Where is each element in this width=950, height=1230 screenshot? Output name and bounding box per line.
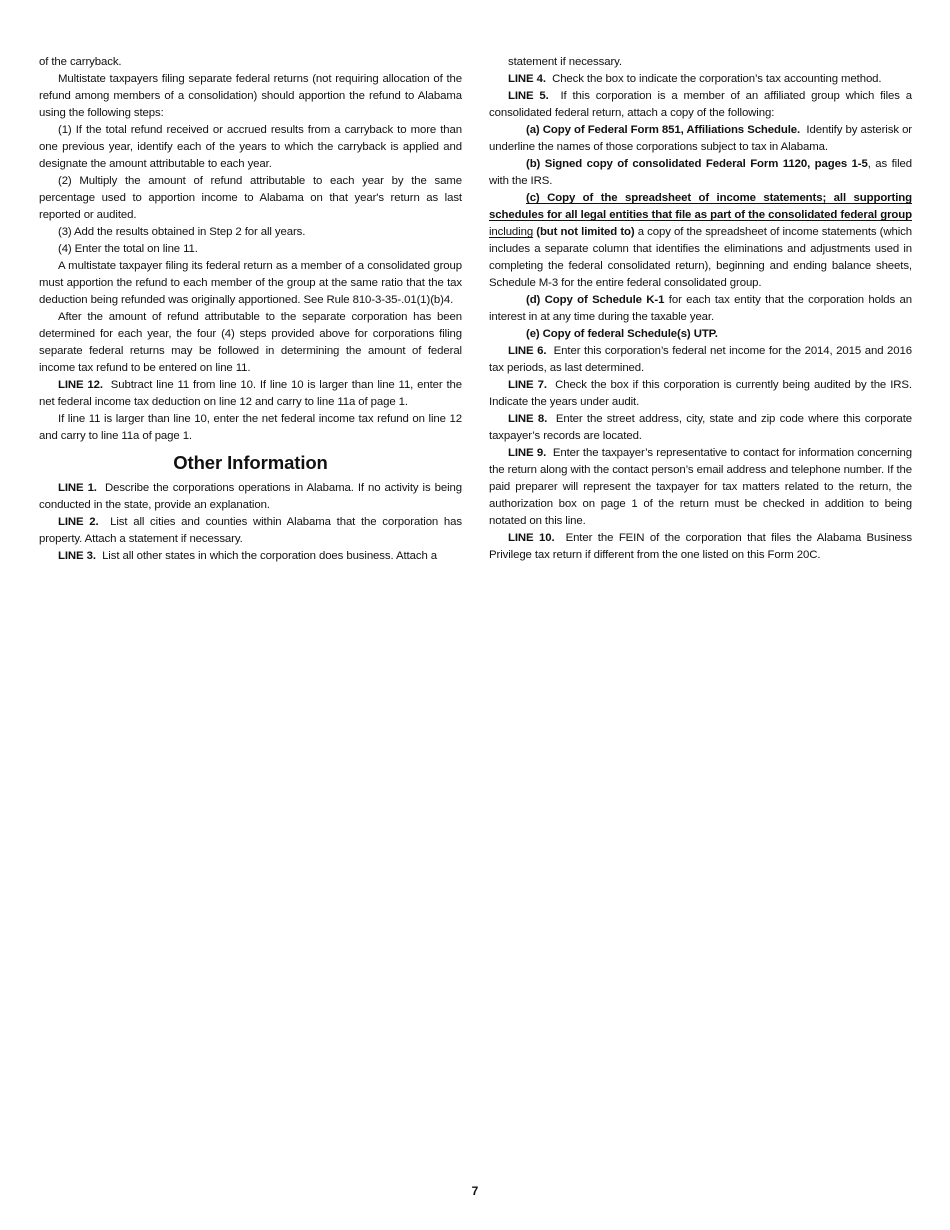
- paragraph: After the amount of refund attributable to the separate corporation has been determined for each year, the four (4) steps provided above for corporations filing separate federal returns may be followed in determining the amount of federal income tax refund to be entered on line 11.: [39, 311, 462, 374]
- line-label: LINE 12.: [58, 379, 103, 391]
- line-text: Describe the corporations operations in Alabama. If no activity is being conducted in the state, provide an explanation.: [39, 482, 462, 511]
- item-text: , as filed with the IRS.: [489, 158, 912, 187]
- paragraph: of the carryback.: [39, 56, 122, 68]
- line-text: Enter the taxpayer’s representative to contact for information concerning the return along with the contact person’s email address and telephone number. If the paid preparer will represent the taxpayer for tax matters related to the return, the authorization box on page 1 of the return must be checked in addition to being notated on this line.: [489, 447, 912, 527]
- item-c-paragraph: [489, 190, 912, 292]
- paragraph: (4) Enter the total on line 11.: [58, 243, 198, 255]
- line-9-paragraph: [489, 445, 912, 530]
- paragraph: (2) Multiply the amount of refund attributable to each year by the same percentage used to apportion income to Alabama on that year's return as last reported or audited.: [39, 175, 462, 221]
- item-d-title: (d) Copy of Schedule K-1: [526, 294, 665, 306]
- page-number: 7: [471, 1184, 479, 1198]
- right-column: [489, 54, 912, 564]
- line-label: LINE 9.: [508, 447, 547, 459]
- line-text: If this corporation is a member of an affiliated group which files a consolidated federal return, attach a copy of the following:: [489, 90, 912, 119]
- line-label: LINE 1.: [58, 482, 97, 494]
- section-heading: Other Information: [173, 452, 328, 473]
- item-e-paragraph: [489, 326, 912, 343]
- item-text: a copy of the spreadsheet of income statements (which includes a separate column that identifies the eliminations and adjustments used in completing the federal consolidated return), beginning and ending balance sheets, Schedule M-3 for the entire federal consolidated group.: [489, 226, 912, 289]
- line-3-paragraph: [39, 548, 462, 565]
- line-label: LINE 4.: [508, 73, 546, 85]
- item-b-title: (b) Signed copy of consolidated Federal Form 1120, pages 1-5: [526, 158, 868, 170]
- line-7-paragraph: [489, 377, 912, 411]
- line-label: LINE 8.: [508, 413, 548, 425]
- line-10-paragraph: [489, 530, 912, 564]
- line-label: LINE 7.: [508, 379, 547, 391]
- line-text: Subtract line 11 from line 10. If line 10 is larger than line 11, enter the net federal income tax deduction on line 12 and carry to line 11a of page 1.: [39, 379, 462, 408]
- item-a-title: (a) Copy of Federal Form 851, Affiliations Schedule.: [526, 124, 801, 136]
- paragraph: (1) If the total refund received or accrued results from a carryback to more than one previous year, identify each of the years to which the carryback is applied and designate the amount attributable to each year.: [39, 124, 462, 170]
- line-label: LINE 3.: [58, 550, 96, 562]
- line-text: Enter this corporation’s federal net income for the 2014, 2015 and 2016 tax periods, as last determined.: [489, 345, 912, 374]
- paragraph: If line 11 is larger than line 10, enter the net federal income tax refund on line 12 and carry to line 11a of page 1.: [39, 413, 462, 442]
- line-6-paragraph: [489, 343, 912, 377]
- item-c-including: including: [489, 226, 534, 238]
- item-e-title: (e) Copy of federal Schedule(s) UTP.: [526, 328, 718, 340]
- line-label: LINE 6.: [508, 345, 547, 357]
- item-a-paragraph: [489, 122, 912, 156]
- line-label: LINE 5.: [508, 90, 549, 102]
- line-4-paragraph: [489, 71, 912, 88]
- item-c-title: (c) Copy of the spreadsheet of income statements; all supporting schedules for all legal entities that file as part of the consolidated federal group: [489, 192, 912, 221]
- line-text: Enter the FEIN of the corporation that files the Alabama Business Privilege tax return if different from the one listed on this Form 20C.: [489, 532, 912, 561]
- item-b-paragraph: [489, 156, 912, 190]
- line-label: LINE 2.: [58, 516, 99, 528]
- line-8-paragraph: [489, 411, 912, 445]
- paragraph: (3) Add the results obtained in Step 2 for all years.: [58, 226, 306, 238]
- item-d-paragraph: [489, 292, 912, 326]
- line-text: Check the box if this corporation is currently being audited by the IRS. Indicate the years under audit.: [489, 379, 912, 408]
- item-text: Identify by asterisk or underline the names of those corporations subject to tax in Alabama.: [489, 124, 913, 153]
- line-text: Check the box to indicate the corporation’s tax accounting method.: [552, 73, 882, 85]
- line-label: LINE 10.: [508, 532, 555, 544]
- line-5-paragraph: [489, 88, 912, 122]
- line-2-paragraph: [39, 514, 462, 548]
- paragraph: A multistate taxpayer filing its federal return as a member of a consolidated group must apportion the refund to each member of the group at the same ratio that the tax deduction being refunded was originally apportioned. See Rule 810-3-35-.01(1)(b)4.: [39, 260, 462, 306]
- paragraph: Multistate taxpayers filing separate federal returns (not requiring allocation of the refund among members of a consolidation) should apportion the refund to Alabama using the following steps:: [39, 73, 462, 119]
- line-1-paragraph: [39, 480, 462, 514]
- item-text: for each tax entity that the corporation holds an interest in at any time during the taxable year.: [489, 294, 912, 323]
- left-column: [39, 54, 462, 565]
- line-text: List all cities and counties within Alabama that the corporation has property. Attach a statement if necessary.: [39, 516, 462, 545]
- paragraph: statement if necessary.: [508, 56, 622, 68]
- line-12-paragraph: [39, 377, 462, 411]
- item-c-not-limited: (but not limited to): [536, 226, 635, 238]
- line-text: List all other states in which the corporation does business. Attach a: [102, 550, 437, 562]
- line-text: Enter the street address, city, state and zip code where this corporate taxpayer’s records are located.: [489, 413, 912, 442]
